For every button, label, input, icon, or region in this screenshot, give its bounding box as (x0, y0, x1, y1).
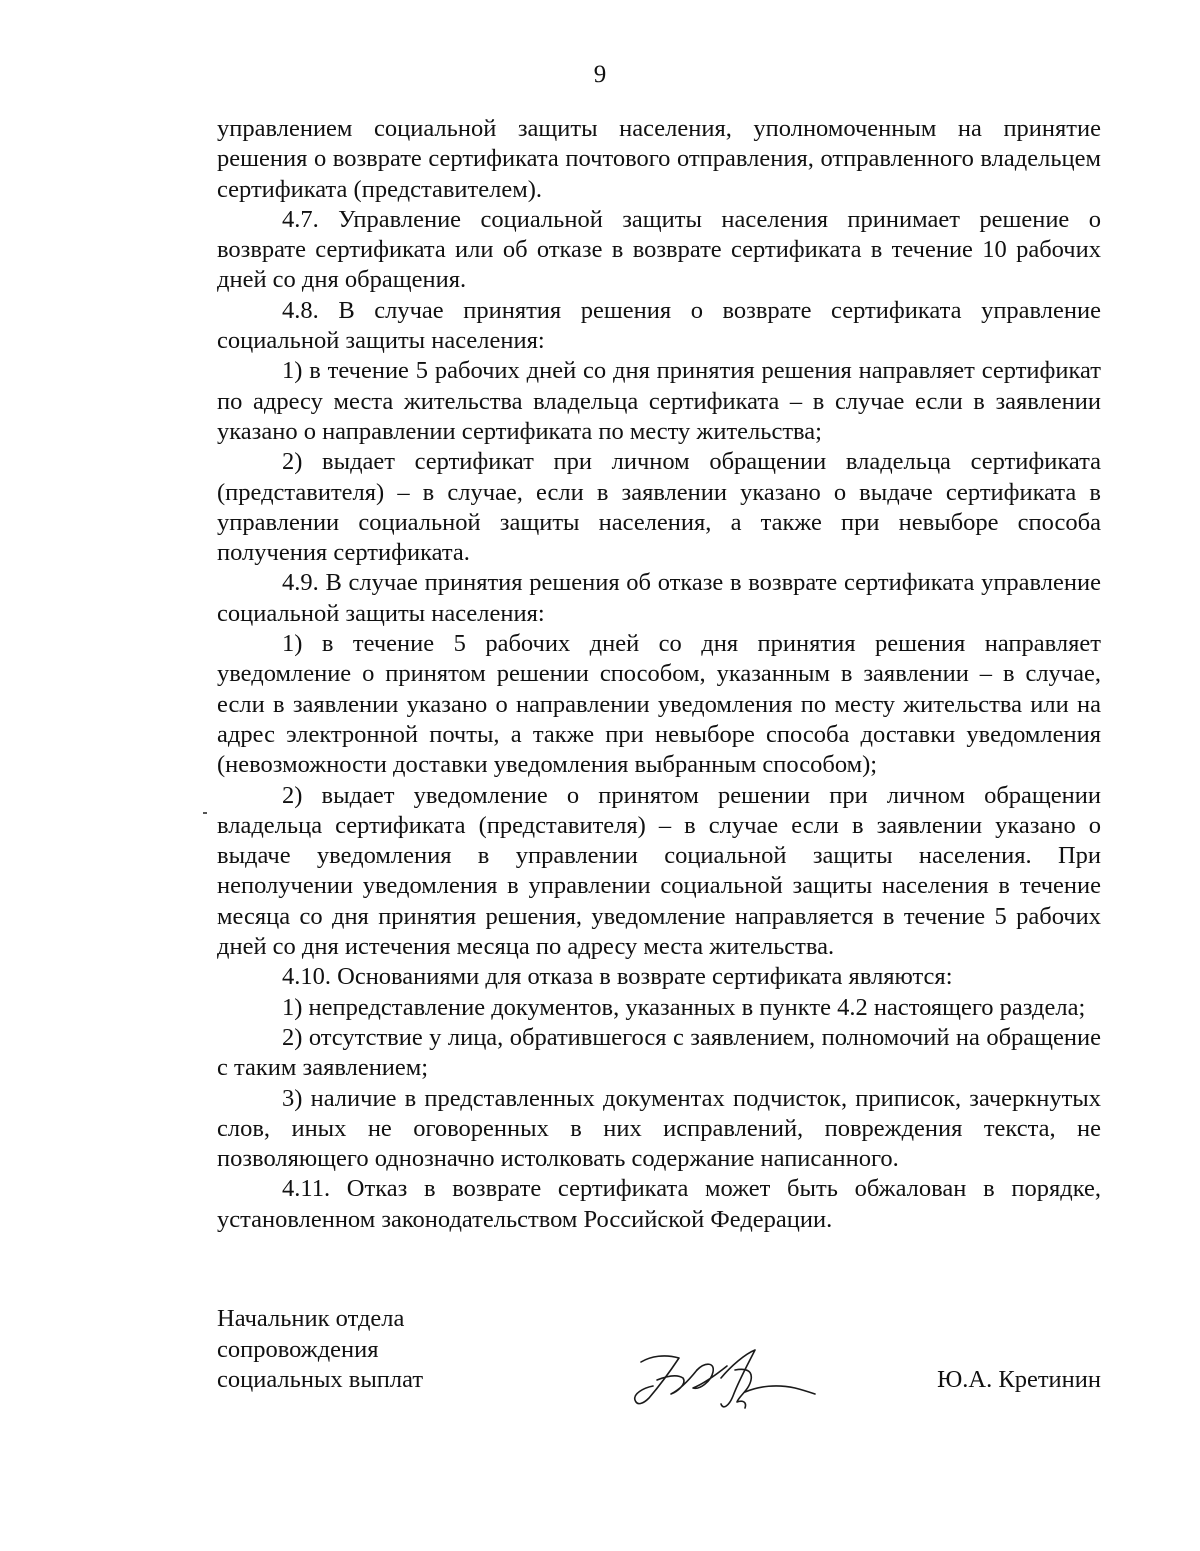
paragraph-4-8: 4.8. В случае принятия решения о возврате сертификата управление социальной защиты населения: (217, 296, 1101, 355)
paragraph-4-9-item-2: 2) выдает уведомление о принятом решении при личном обращении владельца сертификата (представителя) – в случае если в заявлении указано о выдаче уведомления в управлении социальной защиты населения. При неполучении уведомления в управлении социальной защиты населения в течение месяца со дня принятия решения, уведомление направляется в течение 5 рабочих дней со дня истечения месяца по адресу места жительства. (217, 781, 1101, 961)
paragraph-4-10-item-2: 2) отсутствие у лица, обратившегося с заявлением, полномочий на обращение с таким заявлением; (217, 1023, 1101, 1082)
signatory-position-line: социальных выплат (217, 1366, 424, 1393)
paragraph-4-11: 4.11. Отказ в возврате сертификата может быть обжалован в порядке, установленном законодательством Российской Федерации. (217, 1175, 1101, 1233)
signature-block (217, 1304, 1101, 1434)
paragraph-4-10-item-3: 3) наличие в представленных документах подчисток, приписок, зачеркнутых слов, иных не оговоренных в них исправлений, повреждения текста, не позволяющего однозначно истолковать содержание написанного. (217, 1084, 1101, 1173)
signatory-position-line: Начальник отдела (217, 1305, 405, 1332)
paragraph-4-9: 4.9. В случае принятия решения об отказе в возврате сертификата управление социальной защиты населения: (217, 569, 1101, 627)
paragraph-4-7: 4.7. Управление социальной защиты населения принимает решение о возврате сертификата или об отказе в возврате сертификата в течение 10 рабочих дней со дня обращения. (217, 205, 1101, 294)
paragraph-4-10: 4.10. Основаниями для отказа в возврате сертификата являются: (282, 963, 953, 991)
signatory-position-line: сопровождения (217, 1335, 379, 1363)
paragraph-4-10-item-1: 1) непредставление документов, указанных в пункте 4.2 настоящего раздела; (282, 993, 1086, 1021)
signatory-position (217, 1304, 477, 1396)
paragraph-continuation: управлением социальной защиты населения, уполномоченным на принятие решения о возврате сертификата почтового отправления, отправленного владельцем сертификата (представителем). (217, 115, 1101, 203)
document-body (217, 114, 1101, 1235)
handwritten-signature (627, 1340, 817, 1420)
scan-artifact (203, 812, 207, 814)
paragraph-4-8-item-2: 2) выдает сертификат при личном обращении владельца сертификата (представителя) – в случае, если в заявлении указано о выдаче сертификата в управлении социальной защиты населения, а также при невыборе способа получения сертификата. (217, 448, 1101, 567)
paragraph-4-8-item-1: 1) в течение 5 рабочих дней со дня принятия решения направляет сертификат по адресу места жительства владельца сертификата – в случае если в заявлении указано о направлении сертификата по месту жительства; (217, 357, 1101, 445)
page-number: 9 (593, 61, 607, 88)
paragraph-4-9-item-1: 1) в течение 5 рабочих дней со дня принятия решения направляет уведомление о принятом решении способом, указанным в заявлении – в случае, если в заявлении указано о направлении уведомления по месту жительства или на адрес электронной почты, а также при невыборе способа доставки уведомления (невозможности доставки уведомления выбранным способом); (217, 630, 1101, 779)
signatory-name: Ю.А. Кретинин (937, 1366, 1101, 1393)
